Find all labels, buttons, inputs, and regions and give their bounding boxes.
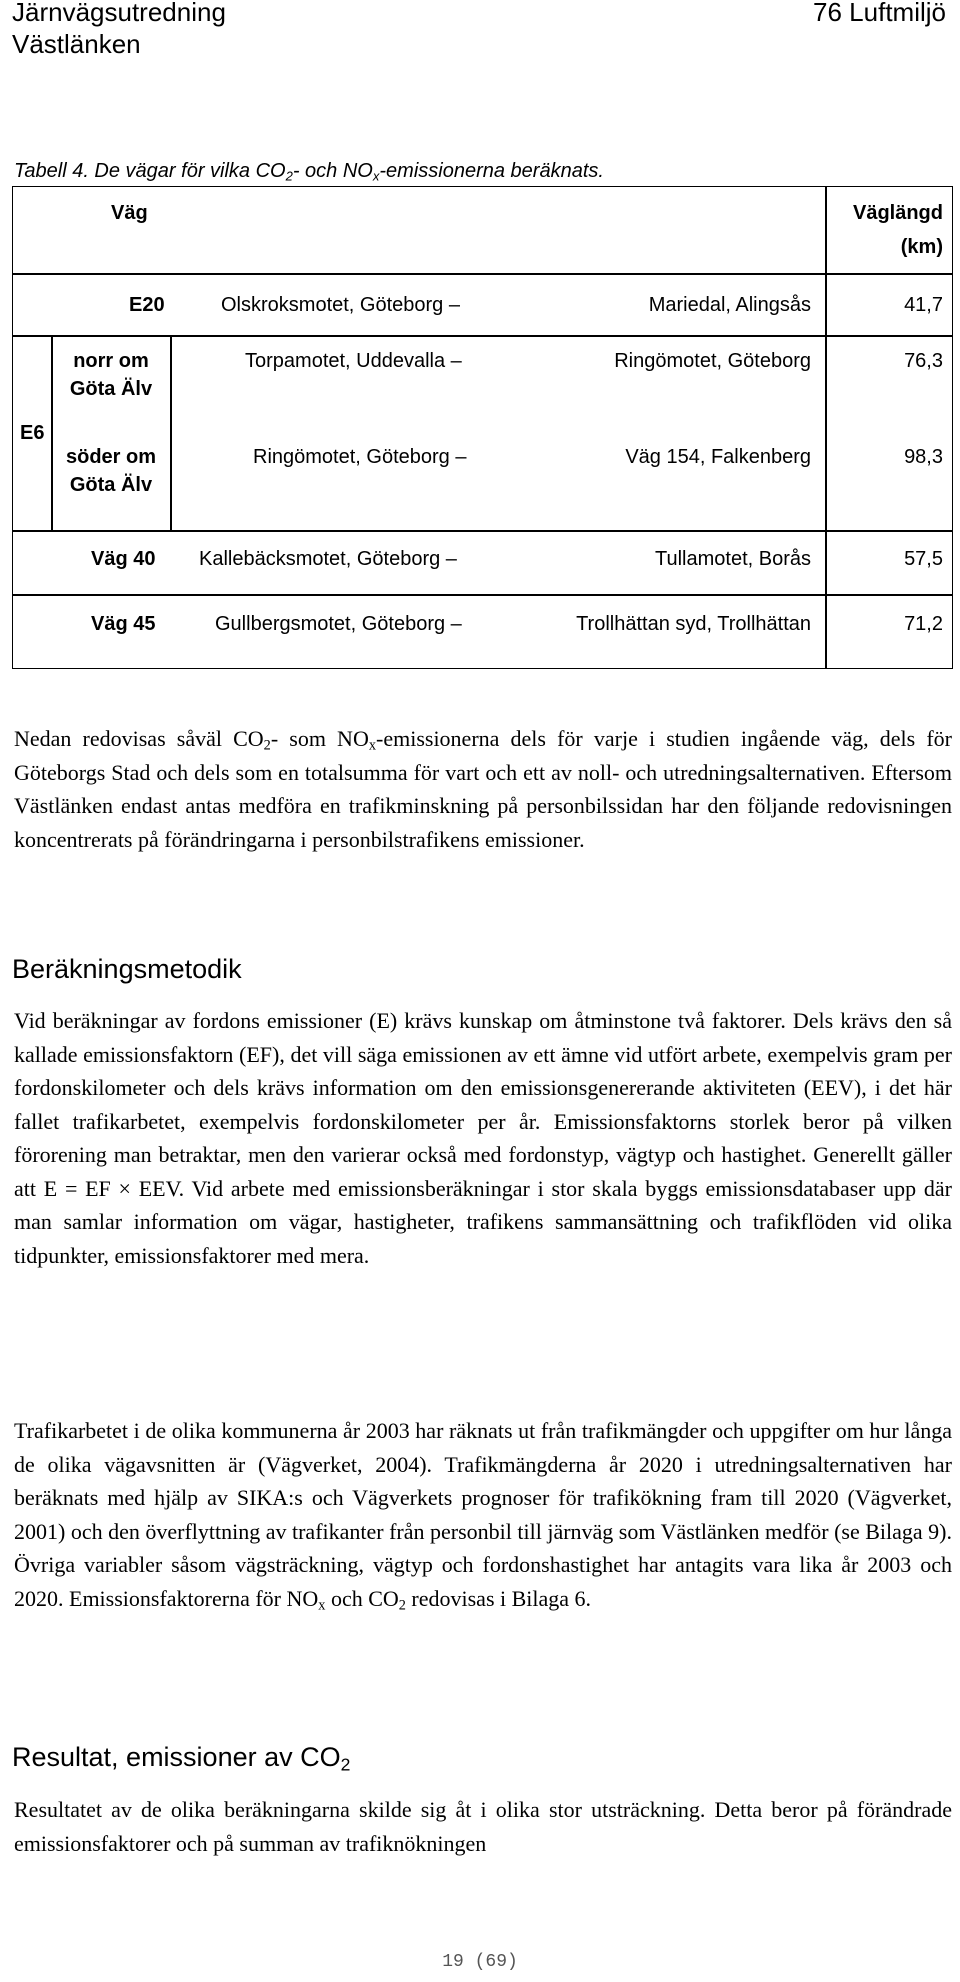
table-caption: Tabell 4. De vägar för vilka $CO_2-$ och $NO_x$-emissionerna beräknats. <box>14 160 604 184</box>
page-number: 19 (69) <box>442 1952 518 1972</box>
table-header-road: Väg <box>111 202 148 224</box>
table-row-e20-km: 41,7 <box>904 294 943 316</box>
table-header-length: Väglängd <box>852 202 943 224</box>
table-row-v45-to: Trollhättan syd, Trollhättan <box>576 613 811 635</box>
table-row-v45-road: Väg 45 <box>91 613 156 635</box>
heading-result: Resultat, emissioner av $CO_2$ <box>12 1742 351 1775</box>
table-row-v40-km: 57,5 <box>904 548 943 570</box>
roads-table <box>12 186 953 669</box>
paragraph-result: Resultatet av de olika beräkningarna skilde sig åt i olika stor utsträckning. Detta beror på förändrade emissionsfaktorer och på summan av trafiknökningen <box>14 1797 952 1856</box>
table-header-unit: (km) <box>900 236 943 258</box>
table-row-e6-north-to: Ringömotet, Göteborg <box>614 350 811 372</box>
document-subtitle: Västlänken <box>12 29 141 59</box>
paragraph-intro: Nedan redovisas såväl $CO_2-$ som $NO_x$-emissionerna dels för varje i studien ingående väg, dels för Göteborgs Stad och dels som en totalsumma för vart och ett av noll- och utredningsalternativen. Eftersom Västlänken endast antas medföra en trafikminskning på personbilssidan har den följande redovisningen koncentrerats på förändringarna i personbilstrafikens emissioner. <box>14 726 953 852</box>
table-row-e20-road: E20 <box>129 294 165 316</box>
table-row-e6-road: E6 <box>20 422 45 444</box>
table-row-v40-road: Väg 40 <box>91 548 156 570</box>
table-row-e20-to: Mariedal, Alingsås <box>648 294 811 316</box>
table-row-e6-south-label: söder om Göta Älv <box>65 446 157 496</box>
heading-method: Beräkningsmetodik <box>12 954 242 984</box>
table-row-v45-from: Gullbergsmotet, Göteborg – <box>215 613 462 635</box>
table-row-e6-north-label: norr om Göta Älv <box>69 350 153 400</box>
table-row-e6-south-to: Väg 154, Falkenberg <box>625 446 811 468</box>
paragraph-method: Vid beräkningar av fordons emissioner (E) krävs kunskap om åtminstone två faktorer. Dels krävs den så kallade emissionsfaktorn (EF), det vill säga emissionen av ett ämne vid utfört arbete, exempelvis gram per fordonskilometer och dels krävs information om den emissionsgenererande aktiviteten (EEV), i det här fallet trafikarbetet, exempelvis fordonskilometer per år. Emissionsfaktorns storlek beror på vilken förorening man betraktar, men den varierar också med fordonstyp, vägtyp och hastighet. Generellt gäller att E = EF × EEV. Vid arbete med emissionsberäkningar i stor skala byggs emissionsdatabaser upp där man samlar information om vägar, hastigheter, trafikens sammansättning och trafikflöden vid olika tidpunkter, emissionsfaktorer med mera. <box>14 1008 952 1268</box>
table-row-v40-from: Kallebäcksmotet, Göteborg – <box>199 548 457 570</box>
paragraph-traffic: Trafikarbetet i de olika kommunerna år 2003 har räknats ut från trafikmängder och uppgifter om hur långa de olika vägavsnitten är (Vägverket, 2004). Trafikmängderna år 2020 i utredningsalternativen har beräknats med hjälp av SIKA:s och Vägverkets prognoser för trafikökning fram till 2020 (Vägverket, 2001) och den överflyttning av trafikanter från personbil till järnväg som Västlänken medför (se Bilaga 9). Övriga variabler såsom vägsträckning, vägtyp och fordonshastighet har antagits vara lika år 2003 och 2020. Emissionsfaktorerna för $NO_x$ och $CO_2$ redovisas i Bilaga 6. <box>14 1418 952 1614</box>
table-row-v40-to: Tullamotet, Borås <box>655 548 811 570</box>
table-row-e6-north-km: 76,3 <box>904 350 943 372</box>
section-title: 76 Luftmiljö <box>813 0 946 27</box>
table-row-e6-south-km: 98,3 <box>904 446 943 468</box>
document-title: Järnvägsutredning <box>12 0 226 27</box>
table-row-e6-south-from: Ringömotet, Göteborg – <box>253 446 467 468</box>
table-row-v45-km: 71,2 <box>904 613 943 635</box>
table-row-e6-north-from: Torpamotet, Uddevalla – <box>245 350 462 372</box>
table-row-e20-from: Olskroksmotet, Göteborg – <box>221 294 460 316</box>
